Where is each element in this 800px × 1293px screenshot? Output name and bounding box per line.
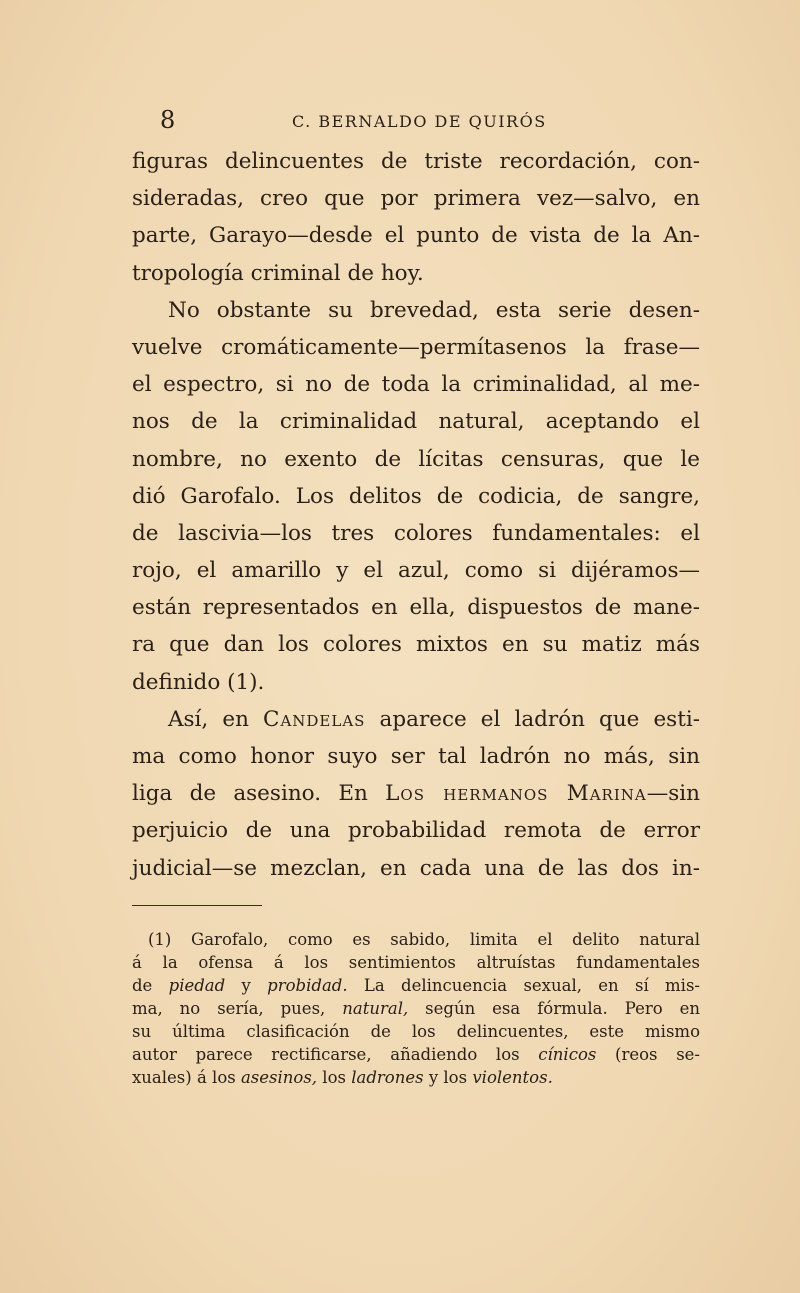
text-segment: según esa fórmula. Pero en — [408, 999, 700, 1018]
text-line: ra que dan los colores mixtos en su matiz más — [132, 632, 700, 658]
text-segment: de — [132, 976, 169, 995]
footnote-line — [132, 1043, 700, 1066]
text-line: tropología criminal de hoy. — [132, 260, 424, 286]
text-line: nos de la criminalidad natural, aceptando el — [132, 409, 700, 435]
text-line: dió Garofalo. Los delitos de codicia, de sangre, — [132, 483, 700, 509]
text-line: definido (1). — [132, 669, 265, 695]
text-line: sideradas, creo que por primera vez—salvo, en — [132, 186, 700, 212]
text-segment: y — [225, 976, 268, 995]
text-segment: liga de asesino. En — [132, 781, 386, 807]
text-line: de lascivia—los tres colores fundamentales: el — [132, 520, 700, 546]
footnote — [132, 928, 700, 1089]
footnote-line: su última clasificación de los delincuentes, este mismo — [132, 1022, 700, 1041]
text-line — [132, 701, 700, 738]
body-text — [132, 143, 700, 887]
emphasis: asesinos, — [240, 1068, 318, 1087]
footnote-line — [132, 1066, 700, 1089]
footnote-line: á la ofensa á los sentimientos altruístas fundamentales — [132, 953, 700, 972]
emphasis: piedad — [168, 976, 226, 995]
text-line: ma como honor suyo ser tal ladrón no más, sin — [132, 744, 700, 769]
text-segment: y los — [423, 1068, 473, 1087]
text-segment: autor parece rectificarse, añadiendo los — [132, 1045, 539, 1064]
text-segment: los — [317, 1068, 352, 1087]
emphasis: ladrones — [351, 1068, 424, 1087]
text-line — [132, 775, 700, 812]
text-segment: xuales) á los — [132, 1068, 241, 1087]
work-title-hermanos-marina: Los hermanos Marina — [385, 781, 647, 807]
emphasis: cínicos — [538, 1045, 597, 1064]
footnote-line — [132, 997, 700, 1020]
emphasis: violentos. — [472, 1068, 553, 1087]
text-line: están representados en ella, dispuestos de mane- — [132, 595, 700, 621]
text-segment: La delincuencia sexual, en sí mis- — [347, 976, 701, 995]
footnote-line: (1) Garofalo, como es sabido, limita el delito natural — [148, 930, 700, 949]
work-title-candelas: Candelas — [263, 706, 366, 732]
text-line: perjuicio de una probabilidad remota de error — [132, 818, 700, 844]
text-segment: aparece el ladrón que esti- — [365, 706, 700, 732]
text-line: el espectro, si no de toda la criminalidad, al me- — [132, 372, 700, 398]
footnote-line — [132, 974, 700, 997]
text-line: judicial—se mezclan, en cada una de las dos in- — [132, 855, 700, 881]
text-line: figuras delincuentes de triste recordación, con- — [132, 149, 700, 174]
page-header — [132, 106, 700, 136]
text-segment: (reos se- — [596, 1045, 700, 1064]
text-line: vuelve cromáticamente—permítasenos la frase— — [132, 334, 700, 360]
emphasis: probidad. — [267, 976, 348, 995]
text-segment: ma, no sería, pues, — [132, 999, 343, 1018]
text-segment: Así, en — [168, 706, 263, 732]
text-line: nombre, no exento de lícitas censuras, que le — [132, 446, 700, 472]
page-number: 8 — [160, 106, 176, 134]
text-segment: —sin — [646, 781, 700, 807]
text-line: No obstante su brevedad, esta serie desen- — [168, 297, 700, 323]
text-line: parte, Garayo—desde el punto de vista de la An- — [132, 223, 700, 249]
text-line: rojo, el amarillo y el azul, como si dijéramos— — [132, 558, 700, 584]
running-head: C. BERNALDO DE QUIRÓS — [292, 112, 547, 131]
footnote-divider — [132, 905, 262, 906]
emphasis: natural, — [342, 999, 409, 1018]
